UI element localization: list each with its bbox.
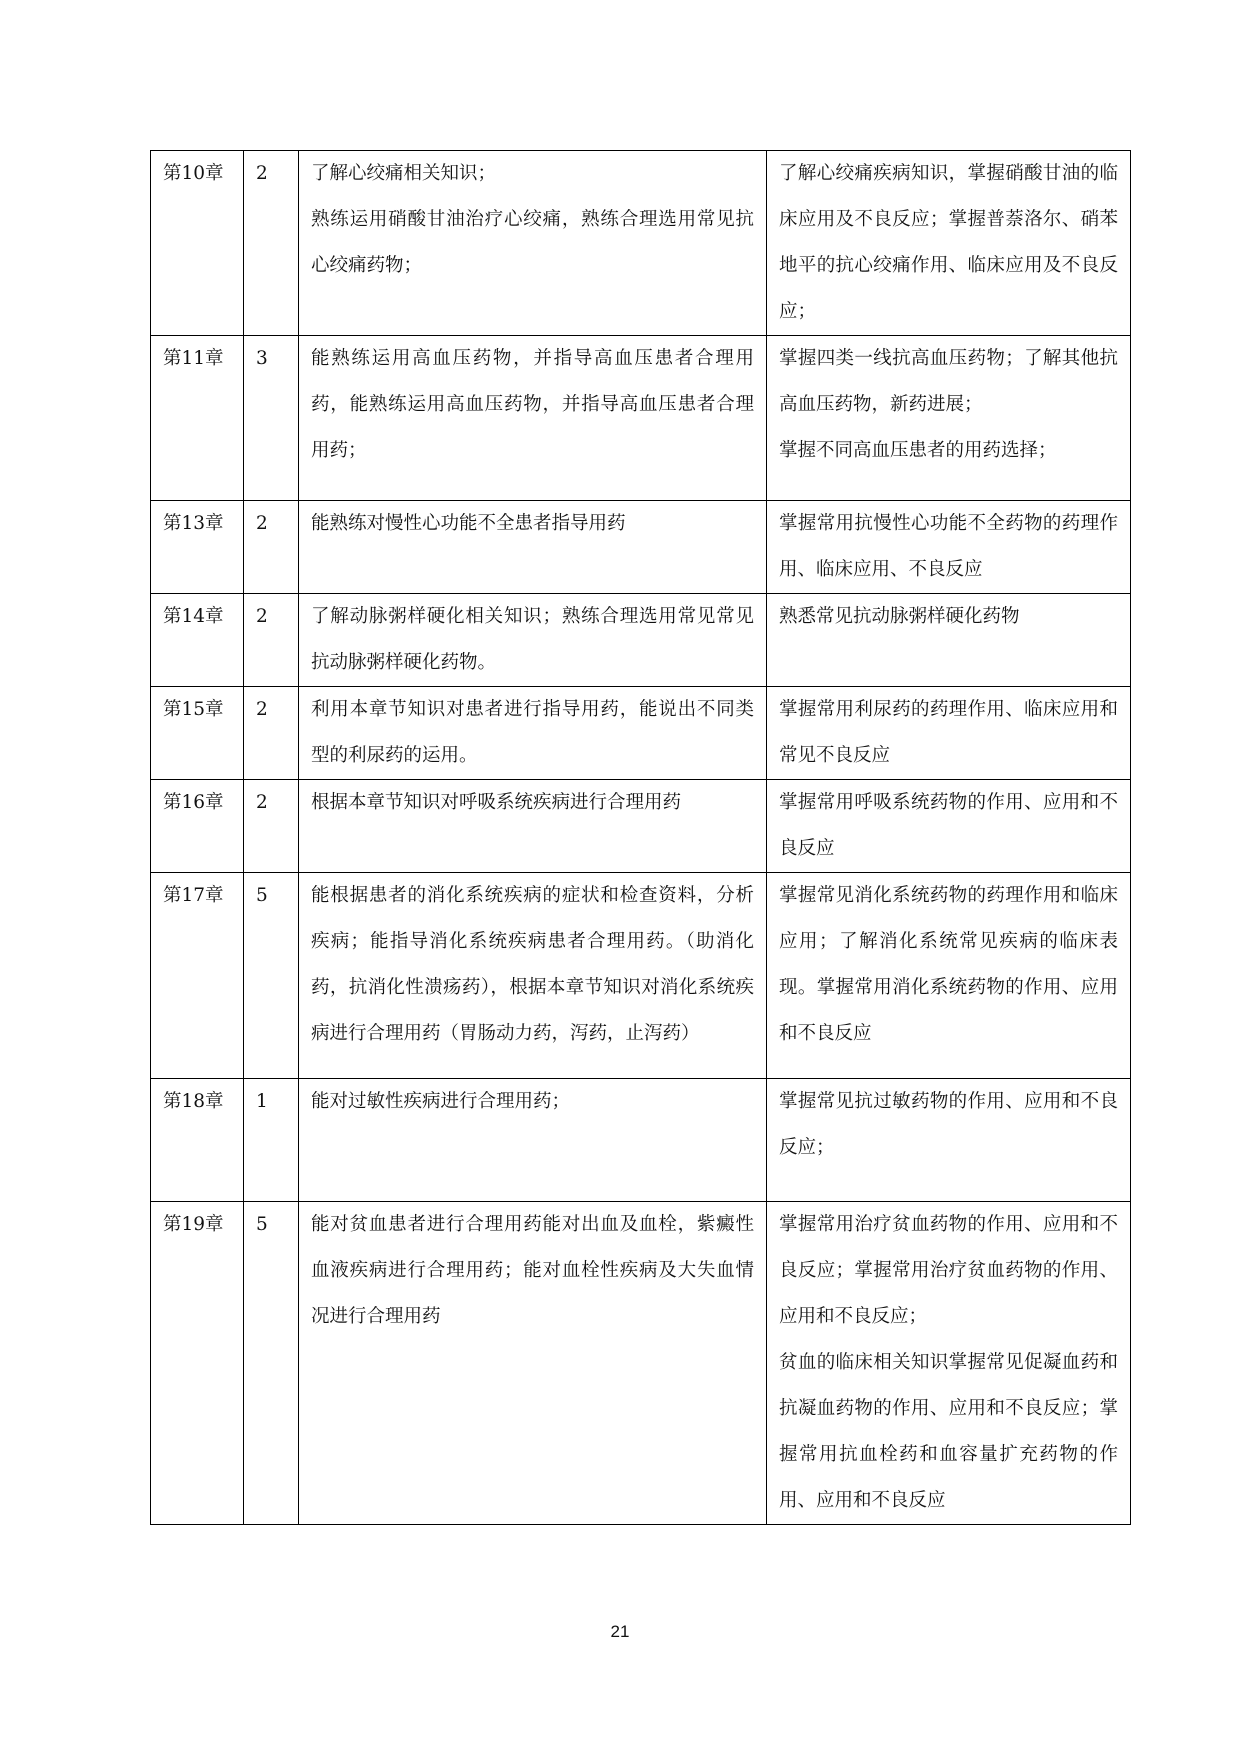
table-row xyxy=(151,501,1131,594)
skill-objective-text: 能根据患者的消化系统疾病的症状和检查资料，分析疾病；能指导消化系统疾病患者合理用药。（助消化药，抗消化性溃疡药），根据本章节知识对消化系统疾病进行合理用药（胃肠动力药，泻药，止泻药） xyxy=(311,885,754,1044)
table-row xyxy=(151,151,1131,336)
hours-cell: 5 xyxy=(244,873,299,1079)
skill-objective-text: 了解动脉粥样硬化相关知识；熟练合理选用常见常见抗动脉粥样硬化药物。 xyxy=(311,606,754,673)
skill-objectives-cell xyxy=(299,873,767,1079)
hours-cell: 5 xyxy=(244,1202,299,1525)
table-row xyxy=(151,1202,1131,1525)
knowledge-objective-text: 熟悉常见抗动脉粥样硬化药物 xyxy=(779,606,1020,627)
knowledge-objectives-cell xyxy=(767,873,1131,1079)
chapter-cell: 第14章 xyxy=(151,594,244,687)
chapter-cell: 第13章 xyxy=(151,501,244,594)
table-row xyxy=(151,780,1131,873)
skill-objectives-cell xyxy=(299,687,767,780)
skill-objectives-cell xyxy=(299,780,767,873)
knowledge-objectives-cell xyxy=(767,336,1131,501)
hours-cell: 2 xyxy=(244,780,299,873)
skill-objective-text: 能熟练运用高血压药物，并指导高血压患者合理用药，能熟练运用高血压药物，并指导高血压患者合理用药； xyxy=(311,348,754,461)
knowledge-objective-text: 掌握常见消化系统药物的药理作用和临床应用；了解消化系统常见疾病的临床表现。掌握常用消化系统药物的作用、应用和不良反应 xyxy=(779,885,1118,1044)
hours-cell: 2 xyxy=(244,594,299,687)
knowledge-objectives-cell xyxy=(767,1079,1131,1202)
syllabus-table xyxy=(150,150,1131,1525)
knowledge-objective-text: 了解心绞痛疾病知识，掌握硝酸甘油的临床应用及不良反应；掌握普萘洛尔、硝苯地平的抗心绞痛作用、临床应用及不良反应； xyxy=(779,163,1118,322)
skill-objectives-cell xyxy=(299,336,767,501)
knowledge-objectives-cell xyxy=(767,594,1131,687)
hours-cell: 1 xyxy=(244,1079,299,1202)
knowledge-objectives-cell xyxy=(767,687,1131,780)
table-row xyxy=(151,336,1131,501)
knowledge-objectives-cell xyxy=(767,1202,1131,1525)
skill-objectives-cell xyxy=(299,594,767,687)
table-row xyxy=(151,873,1131,1079)
knowledge-objectives-cell xyxy=(767,501,1131,594)
skill-objective-text: 利用本章节知识对患者进行指导用药，能说出不同类型的利尿药的运用。 xyxy=(311,699,754,766)
knowledge-objective-text: 掌握不同高血压患者的用药选择； xyxy=(779,440,1057,461)
hours-cell: 2 xyxy=(244,151,299,336)
chapter-cell: 第11章 xyxy=(151,336,244,501)
knowledge-objective-text: 掌握常用呼吸系统药物的作用、应用和不良反应 xyxy=(779,792,1118,859)
page-number: 21 xyxy=(610,1622,630,1641)
chapter-cell: 第17章 xyxy=(151,873,244,1079)
chapter-cell: 第15章 xyxy=(151,687,244,780)
table-row xyxy=(151,687,1131,780)
chapter-cell: 第19章 xyxy=(151,1202,244,1525)
knowledge-objectives-cell xyxy=(767,780,1131,873)
knowledge-objective-text: 贫血的临床相关知识掌握常见促凝血药和抗凝血药物的作用、应用和不良反应；掌握常用抗血栓药和血容量扩充药物的作用、应用和不良反应 xyxy=(779,1352,1118,1511)
skill-objective-text: 根据本章节知识对呼吸系统疾病进行合理用药 xyxy=(311,792,682,813)
skill-objective-text: 能对贫血患者进行合理用药能对出血及血栓，紫癜性血液疾病进行合理用药；能对血栓性疾病及大失血情况进行合理用药 xyxy=(311,1214,754,1327)
knowledge-objective-text: 掌握常见抗过敏药物的作用、应用和不良反应； xyxy=(779,1091,1118,1158)
knowledge-objectives-cell xyxy=(767,151,1131,336)
chapter-cell: 第16章 xyxy=(151,780,244,873)
chapter-cell: 第10章 xyxy=(151,151,244,336)
knowledge-objective-text: 掌握常用利尿药的药理作用、临床应用和常见不良反应 xyxy=(779,699,1118,766)
table-row xyxy=(151,1079,1131,1202)
chapter-cell: 第18章 xyxy=(151,1079,244,1202)
skill-objective-text: 能熟练对慢性心功能不全患者指导用药 xyxy=(311,513,626,534)
skill-objectives-cell xyxy=(299,1079,767,1202)
skill-objectives-cell xyxy=(299,501,767,594)
skill-objective-text: 熟练运用硝酸甘油治疗心绞痛，熟练合理选用常见抗心绞痛药物； xyxy=(311,209,754,276)
skill-objective-text: 了解心绞痛相关知识； xyxy=(311,163,497,184)
knowledge-objective-text: 掌握四类一线抗高血压药物；了解其他抗高血压药物，新药进展； xyxy=(779,348,1118,415)
hours-cell: 3 xyxy=(244,336,299,501)
knowledge-objective-text: 掌握常用治疗贫血药物的作用、应用和不良反应；掌握常用治疗贫血药物的作用、应用和不良反应； xyxy=(779,1214,1118,1327)
skill-objectives-cell xyxy=(299,1202,767,1525)
hours-cell: 2 xyxy=(244,501,299,594)
hours-cell: 2 xyxy=(244,687,299,780)
knowledge-objective-text: 掌握常用抗慢性心功能不全药物的药理作用、临床应用、不良反应 xyxy=(779,513,1118,580)
skill-objectives-cell xyxy=(299,151,767,336)
table-row xyxy=(151,594,1131,687)
syllabus-table-body xyxy=(151,151,1131,1525)
skill-objective-text: 能对过敏性疾病进行合理用药； xyxy=(311,1091,571,1112)
